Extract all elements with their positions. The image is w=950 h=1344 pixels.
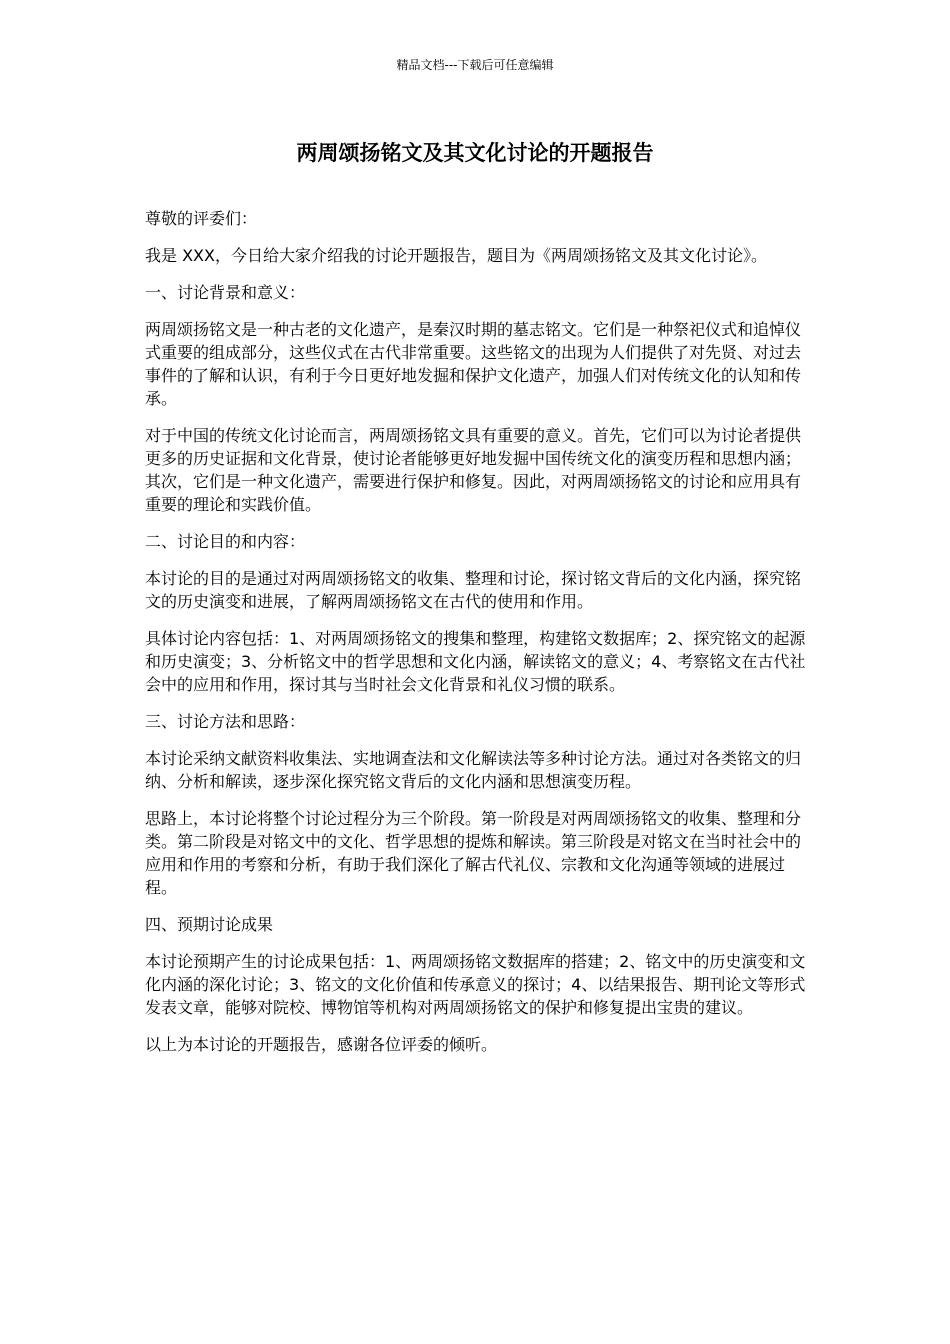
methods-paragraph-2: 思路上，本讨论将整个讨论过程分为三个阶段。第一阶段是对两周颂扬铭文的收集、整理和分类。第二阶段是对铭文中的文化、哲学思想的提炼和解读。第三阶段是对铭文在当时社会中的应用和作用的考察和分析，有助于我们深化了解古代礼仪、宗教和文化沟通等领域的进展过程。 [145,809,802,897]
section-heading-background: 一、讨论背景和意义： [145,283,306,302]
closing-paragraph: 以上为本讨论的开题报告，感谢各位评委的倾听。 [145,1035,498,1054]
outcomes-paragraph: 本讨论预期产生的讨论成果包括：1、两周颂扬铭文数据库的搭建；2、铭文中的历史演变和文化内涵的深化讨论；3、铭文的文化价值和传承意义的探讨；4、以结果报告、期刊论文等形式发表文章，能够对院校、博物馆等机构对两周颂扬铭文的保护和修复提出宝贵的建议。 [145,952,806,1017]
background-paragraph-1: 两周颂扬铭文是一种古老的文化遗产，是秦汉时期的墓志铭文。它们是一种祭祀仪式和追悼仪式重要的组成部分，这些仪式在古代非常重要。这些铭文的出现为人们提供了对先贤、对过去事件的了解和认识，有利于今日更好地发掘和保护文化遗产，加强人们对传统文化的认知和传承。 [145,320,802,408]
purpose-paragraph-2: 具体讨论内容包括：1、对两周颂扬铭文的搜集和整理，构建铭文数据库；2、探究铭文的起源和历史演变；3、分析铭文中的哲学思想和文化内涵，解读铭文的意义；4、考察铭文在古代社会中的应用和作用，探讨其与当时社会文化背景和礼仪习惯的联系。 [145,629,806,694]
intro-paragraph: 我是 XXX，今日给大家介绍我的讨论开题报告，题目为《两周颂扬铭文及其文化讨论》。 [145,246,767,265]
document-body [145,207,810,1070]
section-heading-purpose: 二、讨论目的和内容： [145,532,306,551]
methods-paragraph-1: 本讨论采纳文献资料收集法、实地调查法和文化解读法等多种讨论方法。通过对各类铭文的归纳、分析和解读，逐步深化探究铭文背后的文化内涵和思想演变历程。 [145,749,802,791]
background-paragraph-2: 对于中国的传统文化讨论而言，两周颂扬铭文具有重要的意义。首先，它们可以为讨论者提供更多的历史证据和文化背景，使讨论者能够更好地发掘中国传统文化的演变历程和思想内涵；其次，它们是一种文化遗产，需要进行保护和修复。因此，对两周颂扬铭文的讨论和应用具有重要的理论和实践价值。 [145,426,802,514]
header-note: 精品文档---下载后可任意编辑 [396,58,554,72]
section-heading-outcomes: 四、预期讨论成果 [145,915,274,934]
section-heading-methods: 三、讨论方法和思路： [145,712,306,731]
purpose-paragraph-1: 本讨论的目的是通过对两周颂扬铭文的收集、整理和讨论，探讨铭文背后的文化内涵，探究铭文的历史演变和进展，了解两周颂扬铭文在古代的使用和作用。 [145,569,802,611]
document-title: 两周颂扬铭文及其文化讨论的开题报告 [296,141,654,165]
salutation: 尊敬的评委们： [145,209,258,228]
